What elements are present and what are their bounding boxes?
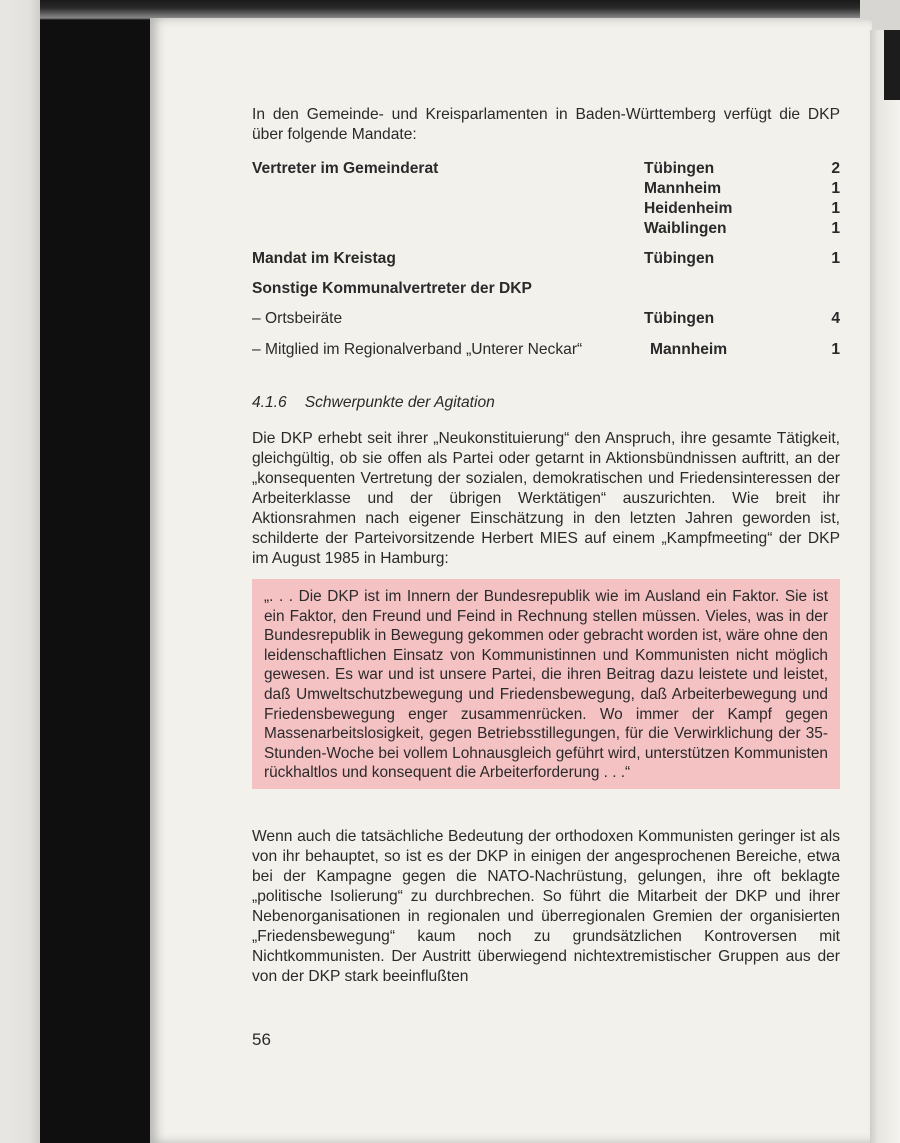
- ortsbeiraete-label: – Ortsbeiräte: [252, 310, 343, 327]
- mandate-count: 1: [831, 220, 840, 237]
- kreistag-city: Tübingen: [644, 250, 715, 267]
- section-title: Schwerpunkte der Agitation: [304, 394, 495, 411]
- page-content: [252, 105, 840, 1003]
- binding-top-shadow: [40, 0, 860, 20]
- scanner-edge: [0, 0, 40, 1143]
- section-heading: [252, 393, 840, 413]
- book-binding: [40, 0, 150, 1143]
- sonstige-label: Sonstige Kommunalvertreter der DKP: [252, 280, 532, 297]
- highlighted-quote: „. . . Die DKP ist im Innern der Bundesrepublik wie im Ausland ein Faktor. Sie ist ein Faktor, den Freund und Feind in Rechnung stellen müssen. Vieles, was in der Bundesrepublik in Bewegung gekommen oder gebracht worden ist, wäre ohne den leidenschaftlichen Einsatz von Kommunistinnen und Kommunisten nicht möglich gewesen. Es war und ist unsere Partei, die ihren Beitrag dazu leistete und leistet, daß Umweltschutzbewegung und Friedensbewegung, daß Arbeiterbewegung und Friedensbewegung enger zusammenrücken. Wo immer der Kampf gegen Massenarbeitslosigkeit, gegen Betriebsstillegungen, für die Verwirklichung der 35-Stunden-Woche bei vollem Lohnausgleich geführt wird, unterstützen Kommunisten rückhaltlos und konsequent die Arbeiterforderung . . .“: [252, 579, 840, 789]
- gemeinderat-label: Vertreter im Gemeinderat: [252, 160, 439, 177]
- mandate-city: Tübingen: [644, 160, 715, 177]
- body-paragraph: Wenn auch die tatsächliche Bedeutung der orthodoxen Kommunisten geringer ist als von ihr behauptet, so ist es der DKP in einigen der angesprochenen Bereiche, etwa bei der Kampagne gegen die NATO-Nachrüstung, gelungen, ihre oft beklagte „politische Isolierung“ zu durchbrechen. So führt die Mitarbeit der DKP und ihrer Nebenorganisationen in regionalen und überregionalen Gremien der organisierten „Friedensbewegung“ kaum noch zu grundsätzlichen Kontroversen mit Nichtkommunisten. Der Austritt überwiegend nichtextremistischer Gruppen aus der von der DKP stark beeinflußten: [252, 827, 840, 985]
- regional-label: – Mitglied im Regionalverband „Unterer Neckar“: [252, 341, 583, 358]
- section-number: 4.1.6: [252, 394, 287, 411]
- mandate-city: Heidenheim: [644, 200, 733, 217]
- right-edge-mark: [884, 30, 900, 100]
- mandate-city: Waiblingen: [644, 220, 727, 237]
- mandate-city: Mannheim: [644, 180, 722, 197]
- page-stack-edge: [870, 30, 900, 1143]
- mandates-table: [252, 151, 840, 367]
- ortsbeiraete-city: Tübingen: [644, 310, 715, 327]
- intro-paragraph: In den Gemeinde- und Kreisparlamenten in Baden-Württemberg verfügt die DKP über folgende Mandate:: [252, 106, 840, 143]
- ortsbeiraete-count: 4: [831, 310, 840, 327]
- mandate-count: 2: [831, 160, 840, 177]
- regional-city: Mannheim: [650, 341, 728, 358]
- regional-count: 1: [831, 341, 840, 358]
- mandate-count: 1: [831, 200, 840, 217]
- page-number: 56: [252, 1030, 271, 1049]
- kreistag-label: Mandat im Kreistag: [252, 250, 396, 267]
- kreistag-count: 1: [831, 250, 840, 267]
- body-paragraph: Die DKP erhebt seit ihrer „Neukonstituierung“ den Anspruch, ihre gesamte Tätigkeit, gleichgültig, ob sie offen als Partei oder getarnt in Aktionsbündnissen auftritt, an der „konsequenten Vertretung der sozialen, demokratischen und Friedensinteressen der Arbeiterklasse und der übrigen Werktätigen“ auszurichten. Wie breit ihr Aktionsrahmen nach eigener Einschätzung in den letzten Jahren geworden ist, schilderte der Parteivorsitzende Herbert MIES auf einem „Kampfmeeting“ der DKP im August 1985 in Hamburg:: [252, 430, 840, 567]
- mandate-count: 1: [831, 180, 840, 197]
